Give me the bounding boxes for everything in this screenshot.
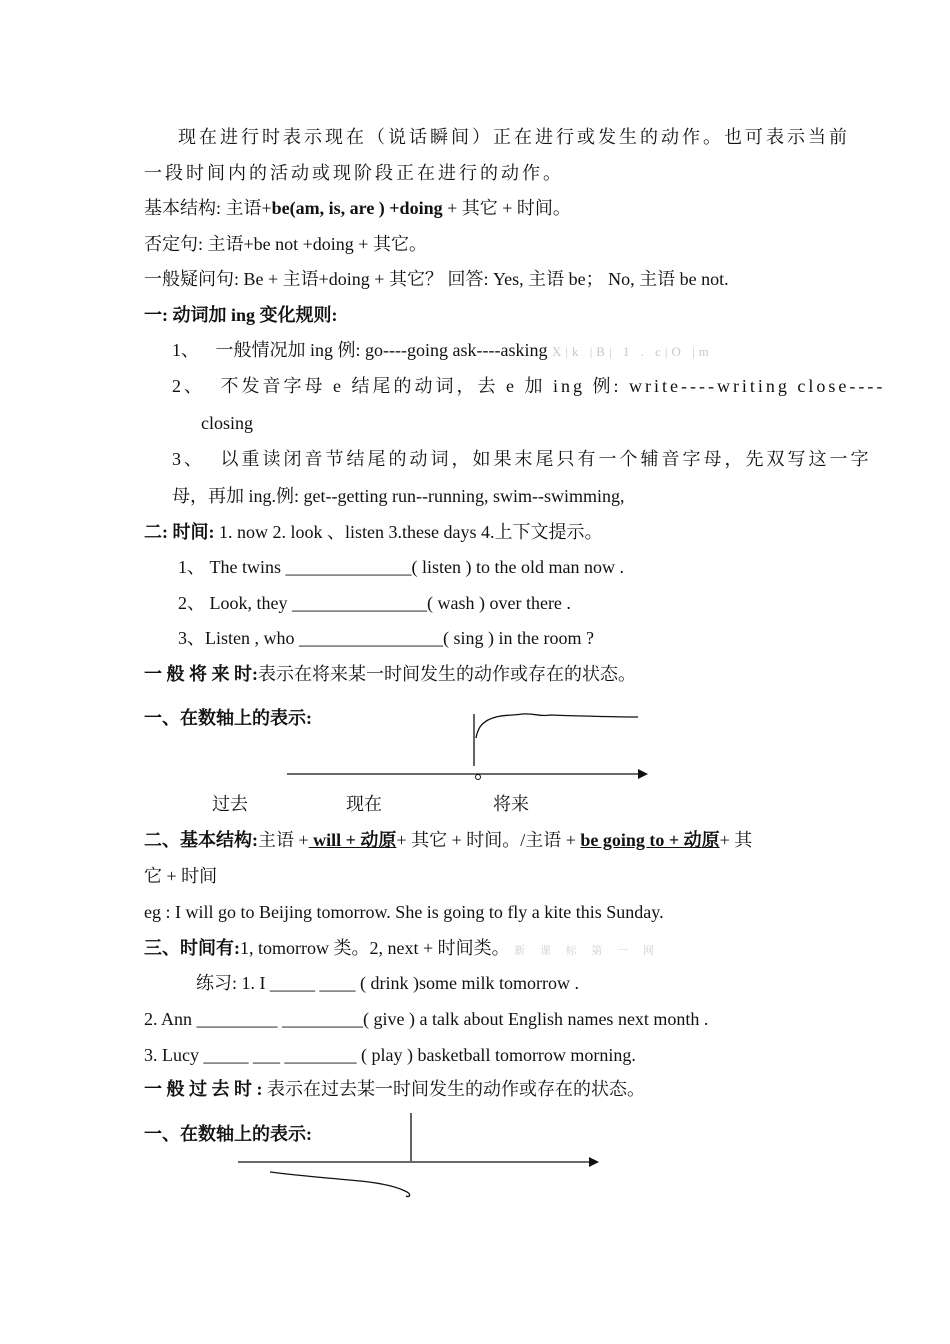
past-heading: 一 般 过 去 时 : [144,1079,263,1099]
rule-1 [172,338,713,364]
practice-2: 2. Ann _________ _________( give ) a talk about English names next month . [144,1009,709,1029]
future-axis-heading: 一、在数轴上的表示: [144,708,312,728]
axis-label-now: 现在 [346,794,382,814]
axis-label-future: 将来 [493,794,529,814]
structure-rest: + 其它 + 时间。 [442,198,571,218]
intro-line-2: 一段时间内的活动或现阶段正在进行的动作。 [144,163,564,183]
time-heading: 二: 时间: [144,522,215,542]
watermark-1: X|k |B| 1 . c|O |m [551,344,713,359]
future-definition: 表示在将来某一时间发生的动作或存在的状态。 [258,664,636,684]
future-time-text: 1, tomorrow 类。2, next + 时间类。 [240,938,510,958]
structure-label: 基本结构: 主语+ [144,198,272,218]
past-definition: 表示在过去某一时间发生的动作或存在的状态。 [262,1079,645,1099]
future-example: eg : I will go to Beijing tomorrow. She is going to fly a kite this Sunday. [144,902,664,922]
rule-3-continued: 母，再加 ing.例: get--getting run--running, swim--swimming, [172,486,625,506]
rules-heading: 一: 动词加 ing 变化规则: [144,305,338,325]
rule-2 [172,374,885,398]
time-text: 1. now 2. look 、listen 3.these days 4.上下文提示。 [214,522,603,542]
future-structure-c: + 其它 + 时间。/主语 + [396,830,581,850]
intro-line-1: 现在进行时表示现在（说话瞬间）正在进行或发生的动作。也可表示当前 [178,127,850,147]
future-time-words [144,936,660,963]
rule-1-text: 一般情况加 ing 例: go----going ask----asking [215,340,548,360]
future-structure-heading: 二、基本结构: [144,830,258,850]
future-curve [476,714,638,738]
rule-1-number: 1、 [172,340,199,360]
rule-2-text: 不发音字母 e 结尾的动词，去 e 加 ing 例: write----writing close---- [220,376,886,396]
past-axis-heading: 一、在数轴上的表示: [144,1124,312,1144]
exercise-1: 1、 The twins ______________( listen ) to the old man now . [178,557,624,577]
past-axis-arrow [589,1157,599,1167]
rule-3-text: 以重读闭音节结尾的动词，如果末尾只有一个辅音字母，先双写这一字 [220,449,872,469]
future-structure-continued: 它 + 时间 [144,866,218,886]
basic-structure [144,196,571,220]
axis-label-past: 过去 [212,794,248,814]
rule-3 [172,447,872,471]
watermark-2: 新 课 标 第 一 网 [514,945,660,957]
time-markers [144,520,602,544]
future-now-dot [476,775,481,780]
future-structure-e: + 其 [719,830,753,850]
negative-form: 否定句: 主语+be not +doing + 其它。 [144,234,427,254]
future-heading: 一 般 将 来 时: [144,664,258,684]
practice-1: 练习: 1. I _____ ____ ( drink )some milk tomorrow . [196,973,579,993]
rule-3-number: 3、 [172,449,205,469]
exercise-2: 2、 Look, they _______________( wash ) over there . [178,593,571,613]
past-heading-line [144,1077,645,1101]
practice-3: 3. Lucy _____ ___ ________ ( play ) basketball tomorrow morning. [144,1045,636,1065]
future-time-heading: 三、时间有: [144,938,240,958]
future-axis-arrow [638,769,648,779]
future-heading-line [144,662,636,686]
future-structure-a: 主语 + [258,830,309,850]
future-structure-going-to: be going to + 动原 [580,830,720,850]
future-structure [144,828,752,852]
question-form: 一般疑问句: Be + 主语+doing + 其它？ 回答: Yes, 主语 be； No, 主语 be not. [144,269,729,289]
rule-2-continued: closing [201,413,253,433]
rule-2-number: 2、 [172,376,205,396]
structure-bold: be(am, is, are ) +doing [271,198,443,218]
future-structure-will: will + 动原 [308,830,397,850]
exercise-3: 3、Listen , who ________________( sing ) in the room ? [178,628,594,648]
past-curve [270,1172,410,1197]
